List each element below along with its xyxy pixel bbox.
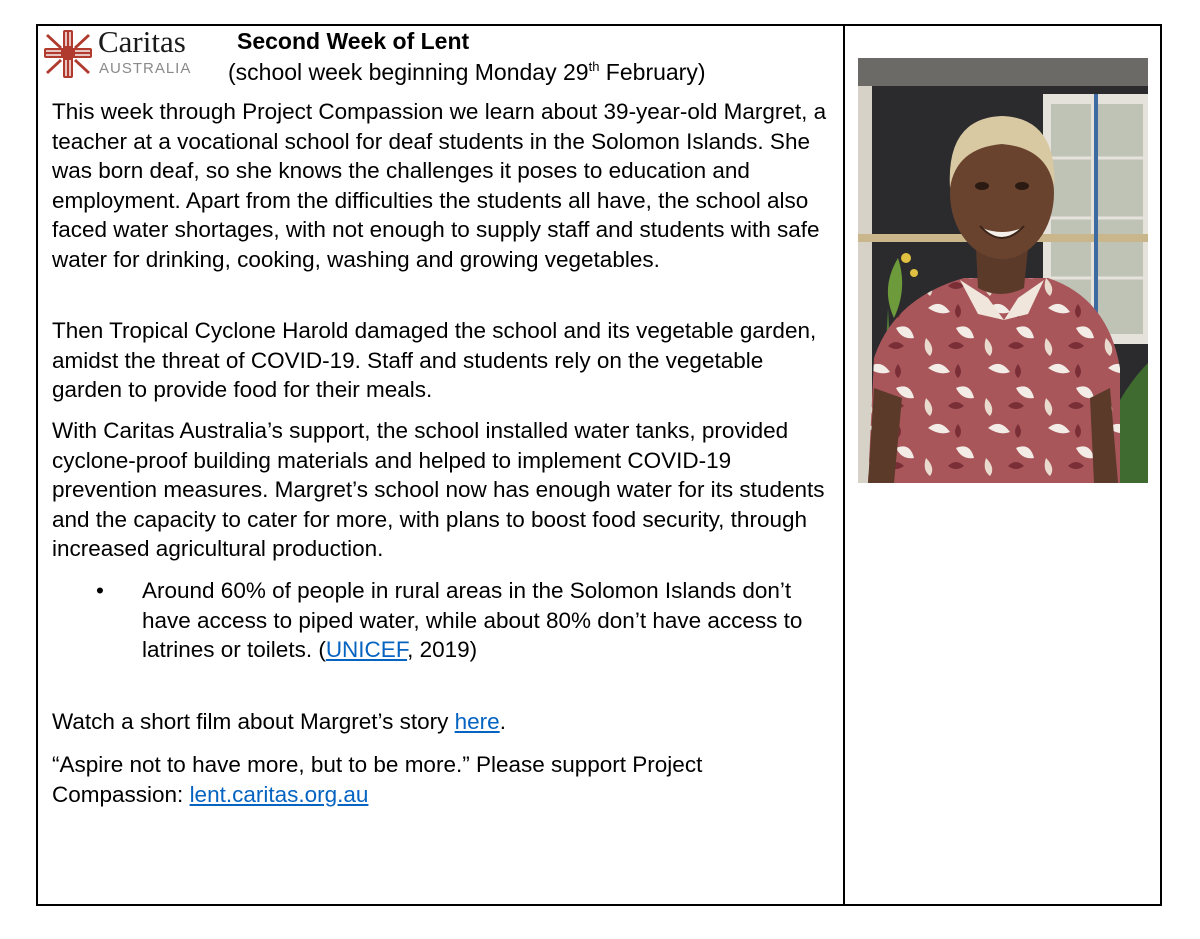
subtitle-ordinal: th xyxy=(588,59,600,74)
paragraph-cyclone: Then Tropical Cyclone Harold damaged the school and its vegetable garden, amidst the threat of COVID-19. Staff and students rely on the vegetable garden to provide food for their meals. xyxy=(52,318,817,402)
logo-country: AUSTRALIA xyxy=(99,60,192,77)
paragraph-quote xyxy=(52,750,837,809)
paragraph-film xyxy=(52,707,837,737)
caritas-cross-icon xyxy=(42,28,94,80)
lent-website-link[interactable]: lent.caritas.org.au xyxy=(189,781,369,807)
bullet-marker: • xyxy=(96,578,104,603)
page-subtitle xyxy=(228,59,706,86)
paragraph-support: With Caritas Australia’s support, the school installed water tanks, provided cyclone-proof building materials and helped to implement COVID-19 prevention measures. Margret’s school now has enough water for its students and the capacity to cater for more, with plans to boost food security, through increased agricultural production. xyxy=(52,418,825,561)
bullet-text xyxy=(142,576,837,665)
film-text-end: . xyxy=(499,709,506,734)
page-title: Second Week of Lent xyxy=(237,28,470,54)
bullet-text-start: Around 60% of people in rural areas in the Solomon Islands don’t have access to piped water, while about 80% don’t have access to latrines or toilets. ( xyxy=(142,578,803,662)
film-text: Watch a short film about Margret’s story xyxy=(52,709,455,734)
logo-wordmark: Caritas xyxy=(98,24,186,59)
quote-text: “Aspire not to have more, but to be more.” Please support Project Compassion: xyxy=(52,752,703,807)
bullet-text-end: , 2019) xyxy=(407,637,478,662)
unicef-link[interactable]: UNICEF xyxy=(325,637,408,662)
film-link[interactable]: here xyxy=(454,709,500,734)
table-column-divider xyxy=(843,24,845,906)
caritas-logo xyxy=(42,26,212,80)
portrait-image xyxy=(858,58,1148,483)
paragraph-intro: This week through Project Compassion we learn about 39-year-old Margret, a teacher at a vocational school for deaf students in the Solomon Islands. She was born deaf, so she knows the challenges it poses to education and employment. Apart from the difficulties the students all have, the school also faced water shortages, with not enough to supply staff and students with safe water for drinking, cooking, washing and growing vegetables. xyxy=(52,99,827,272)
subtitle-text: (school week beginning Monday 29 xyxy=(228,59,589,85)
subtitle-text-end: February) xyxy=(599,59,706,85)
margret-photo xyxy=(858,58,1148,483)
